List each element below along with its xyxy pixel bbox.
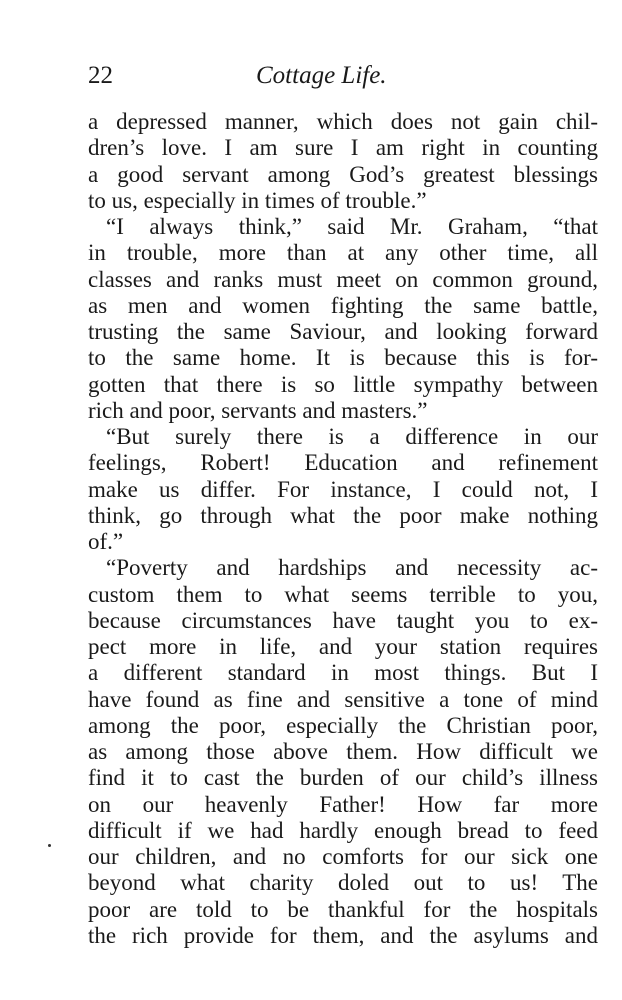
text-line: of.” <box>88 529 124 554</box>
text-line: the rich provide for them, and the asylums and <box>88 922 598 948</box>
ink-speck <box>48 844 51 847</box>
text-line: classes and ranks must meet on common ground, <box>88 266 598 292</box>
text-line: because circumstances have taught you to ex- <box>88 607 598 633</box>
text-line: find it to cast the burden of our child’s illness <box>88 765 598 791</box>
text-line: pect more in life, and your station requires <box>88 634 598 659</box>
page-number: 22 <box>88 62 113 89</box>
text-line: dren’s love. I am sure I am right in counting <box>88 135 598 161</box>
text-line: trusting the same Saviour, and looking forward <box>88 319 598 344</box>
text-line: as men and women fighting the same battle, <box>88 292 598 318</box>
text-line: a depressed manner, which does not gain chil- <box>88 109 598 134</box>
text-line: among the poor, especially the Christian poor, <box>88 712 598 738</box>
running-head <box>88 60 598 100</box>
text-line: gotten that there is so little sympathy between <box>88 371 598 397</box>
text-line: “Poverty and hardships and necessity ac- <box>106 555 598 581</box>
text-line: as among those above them. How difficult we <box>88 739 598 764</box>
text-line: our children, and no comforts for our sick one <box>88 844 598 869</box>
text-line: custom them to what seems terrible to you, <box>88 581 598 607</box>
text-line: make us differ. For instance, I could not, I <box>88 476 598 502</box>
text-line: in trouble, more than at any other time, all <box>88 240 598 266</box>
text-line: difficult if we had hardly enough bread to feed <box>88 817 598 843</box>
text-line: think, go through what the poor make nothing <box>88 502 598 528</box>
text-line: poor are told to be thankful for the hospitals <box>88 896 598 922</box>
text-line: to us, especially in times of trouble.” <box>88 187 427 213</box>
text-line: “But surely there is a difference in our <box>106 424 598 449</box>
text-line: rich and poor, servants and masters.” <box>88 397 428 423</box>
text-line: “I always think,” said Mr. Graham, “that <box>106 214 598 239</box>
running-title: Cottage Life. <box>256 62 387 89</box>
text-line: to the same home. It is because this is for- <box>88 345 598 371</box>
body-text <box>88 109 598 949</box>
text-line: a good servant among God’s greatest blessings <box>88 161 598 187</box>
text-line: on our heavenly Father! How far more <box>88 791 598 817</box>
text-line: have found as fine and sensitive a tone of mind <box>88 686 598 712</box>
text-line: a different standard in most things. But I <box>88 660 598 686</box>
text-line: feelings, Robert! Education and refinement <box>88 450 598 476</box>
text-line: beyond what charity doled out to us! The <box>88 870 598 896</box>
